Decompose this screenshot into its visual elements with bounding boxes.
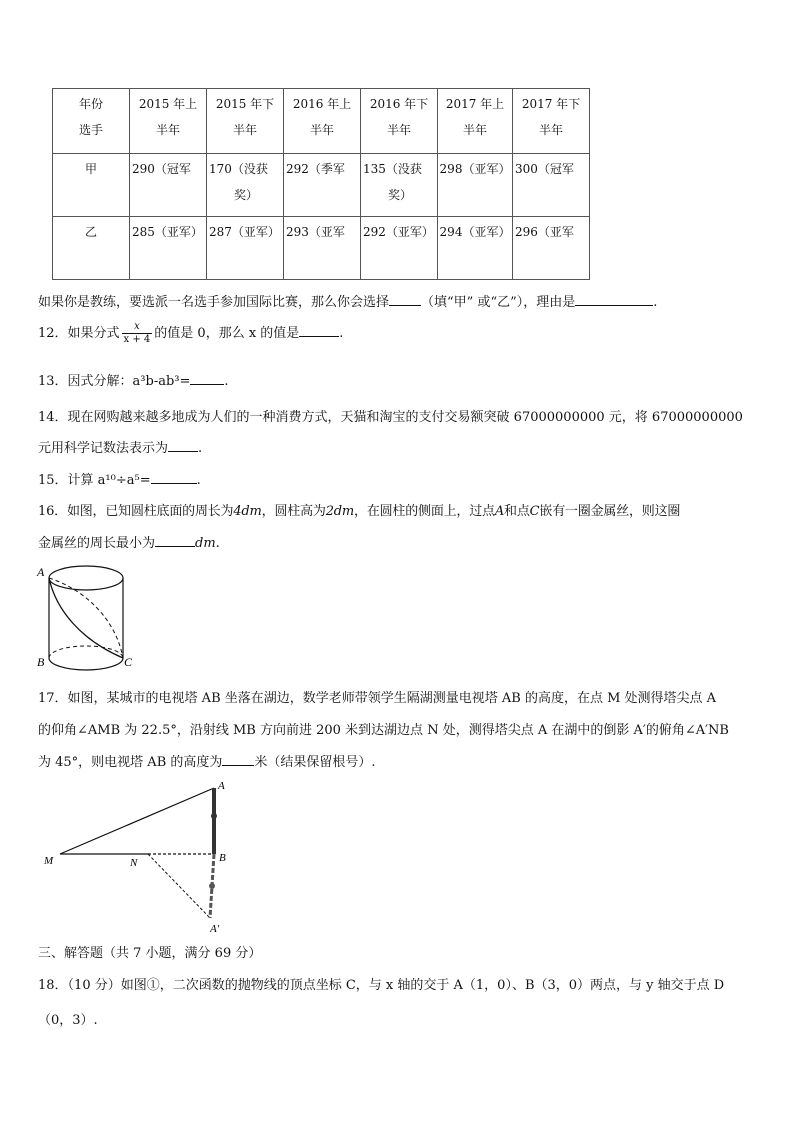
header-cell: [438, 89, 513, 154]
score-cell: [438, 154, 513, 217]
header-line: 2015 年上: [138, 97, 198, 111]
question-15: [38, 469, 201, 488]
answer-blank: [168, 439, 198, 452]
header-cell: [53, 89, 130, 154]
header-line: 半年: [386, 123, 411, 137]
tower-figure: [38, 778, 238, 936]
score-cell: [130, 154, 207, 217]
label-N: N: [130, 857, 138, 869]
header-line: 半年: [155, 123, 180, 137]
header-line: 年份: [78, 97, 103, 111]
question-18-line2: （0，3）.: [38, 1013, 98, 1028]
header-line: 2017 年下: [521, 97, 581, 111]
question-12: [38, 321, 343, 346]
question-17-line3: [38, 751, 376, 770]
label-A: A: [218, 780, 225, 792]
cell-line: 170（没获: [209, 162, 268, 176]
question-13: [38, 370, 229, 389]
cell-line: 292（亚军）: [363, 225, 434, 239]
answer-blank: [155, 534, 195, 547]
text: 嵌有一圈金属丝，则这圈: [539, 504, 681, 519]
cylinder-bottom-front: [49, 658, 123, 670]
header-line: 2016 年上: [292, 97, 352, 111]
cell-line: 290（冠军: [132, 162, 191, 176]
cylinder-top: [49, 566, 123, 590]
text: 15．计算 a¹⁰÷a⁵=: [38, 473, 151, 488]
sightline-NA2: [148, 854, 210, 918]
answer-blank: [190, 372, 224, 385]
header-line: 选手: [78, 123, 103, 137]
header-cell: [207, 89, 284, 154]
table-row: [53, 217, 590, 280]
text: 12．如果分式: [38, 326, 120, 341]
fraction-numerator: x: [122, 321, 153, 334]
score-cell: [513, 217, 590, 280]
score-cell: [361, 154, 438, 217]
math-unit: dm: [195, 536, 216, 551]
cell-line: 285（亚军）: [132, 225, 203, 239]
label-A: A: [37, 565, 45, 579]
header-cell: [361, 89, 438, 154]
score-cell: [284, 217, 361, 280]
score-cell: [284, 154, 361, 217]
cylinder-figure: [36, 560, 136, 672]
cell-line: 292（季军: [286, 162, 345, 176]
header-line: 2016 年下: [369, 97, 429, 111]
sightline-MA: [60, 788, 214, 854]
text: 金属丝的周长最小为: [38, 536, 156, 551]
text: 米（结果保留根号）.: [254, 755, 376, 770]
text: 为 45°，则电视塔 AB 的高度为: [38, 755, 223, 770]
text: （填“甲” 或“乙”），理由是: [421, 295, 576, 310]
text: .: [653, 295, 658, 310]
cell-line: 296（亚军: [515, 225, 574, 239]
text: 如果你是教练，要选派一名选手参加国际比赛，那么你会选择: [38, 295, 390, 310]
header-cell: [130, 89, 207, 154]
label-B: B: [219, 852, 226, 864]
score-cell: [130, 217, 207, 280]
label-A-prime: A′: [210, 923, 220, 935]
cell-line: 298（亚军）: [439, 162, 511, 176]
header-line: 半年: [309, 123, 334, 137]
header-line: 2015 年下: [215, 97, 275, 111]
answer-blank: [575, 293, 653, 306]
cell-line: 奖）: [387, 188, 412, 202]
question-18-line1: 18．（10 分）如图①，二次函数的抛物线的顶点坐标 C，与 x 轴的交于 A（1，0）、B（3，0）两点，与 y 轴交于点 D: [38, 978, 725, 993]
header-line: 2017 年上: [445, 97, 505, 111]
cylinder-bottom-back: [49, 646, 123, 658]
table-header-row: [53, 89, 590, 154]
math-value: 4dm: [233, 504, 262, 519]
header-line: 半年: [462, 123, 487, 137]
label-M: M: [44, 855, 54, 867]
section-3-heading: 三、解答题（共 7 小题，满分 69 分）: [38, 946, 262, 961]
math-point: C: [529, 504, 540, 519]
text: .: [198, 441, 203, 456]
text: .: [224, 374, 229, 389]
answer-blank: [389, 293, 421, 306]
cell-line: 294（亚军）: [439, 225, 511, 239]
answer-blank: [151, 471, 197, 484]
score-cell: [207, 154, 284, 217]
question-17-line1: 17．如图，某城市的电视塔 AB 坐落在湖边，数学老师带领学生隔湖测量电视塔 AB 的高度，在点 M 处测得塔尖点 A: [38, 691, 717, 706]
tower-node: [211, 813, 217, 819]
text: ，圆柱高为: [261, 504, 326, 519]
header-cell: [513, 89, 590, 154]
header-line: 半年: [538, 123, 563, 137]
question-14-line2: [38, 437, 202, 456]
question-16-line2: [38, 532, 220, 551]
text: .: [215, 536, 220, 551]
cell-line: 奖）: [233, 188, 258, 202]
cell-line: 135（没获: [363, 162, 422, 176]
score-cell: [361, 217, 438, 280]
math-value: 2dm: [325, 504, 355, 519]
question-11-prompt: [38, 291, 657, 310]
reflection-node: [209, 883, 215, 889]
text: 的值是 0，那么 x 的值是: [154, 326, 300, 341]
score-cell: [207, 217, 284, 280]
math-point: A: [494, 504, 505, 519]
label-C: C: [124, 655, 133, 669]
cell-line: 300（冠军: [515, 162, 574, 176]
header-cell: [284, 89, 361, 154]
text: 元用科学记数法表示为: [38, 441, 169, 456]
text: .: [196, 473, 201, 488]
text: 13．因式分解：a³b-ab³=: [38, 374, 191, 389]
answer-blank: [299, 324, 339, 337]
fraction-denominator: x + 4: [123, 334, 151, 345]
table-row: [53, 154, 590, 217]
header-line: 半年: [232, 123, 257, 137]
text: 16．如图，已知圆柱底面的周长为: [38, 504, 234, 519]
question-14-line1: 14．现在网购越来越多地成为人们的一种消费方式，天猫和淘宝的支付交易额突破 67000000000 元，将 67000000000: [38, 410, 743, 425]
text: 和点: [504, 504, 530, 519]
score-cell: [513, 154, 590, 217]
answer-blank: [222, 753, 254, 766]
player-cell: 甲: [53, 154, 130, 217]
text: ，在圆柱的侧面上，过点: [354, 504, 495, 519]
score-cell: [438, 217, 513, 280]
cell-line: 293（亚军: [286, 225, 345, 239]
score-table: [52, 88, 590, 280]
cell-line: 287（亚军）: [209, 225, 280, 239]
fraction: [122, 321, 153, 346]
question-17-line2: 的仰角∠AMB 为 22.5°，沿射线 MB 方向前进 200 米到达湖边点 N 处，测得塔尖点 A 在湖中的倒影 A′的俯角∠A′NB: [38, 723, 729, 738]
label-B: B: [37, 655, 45, 669]
player-cell: 乙: [53, 217, 130, 280]
question-16-line1: [38, 500, 680, 519]
text: .: [339, 326, 344, 341]
